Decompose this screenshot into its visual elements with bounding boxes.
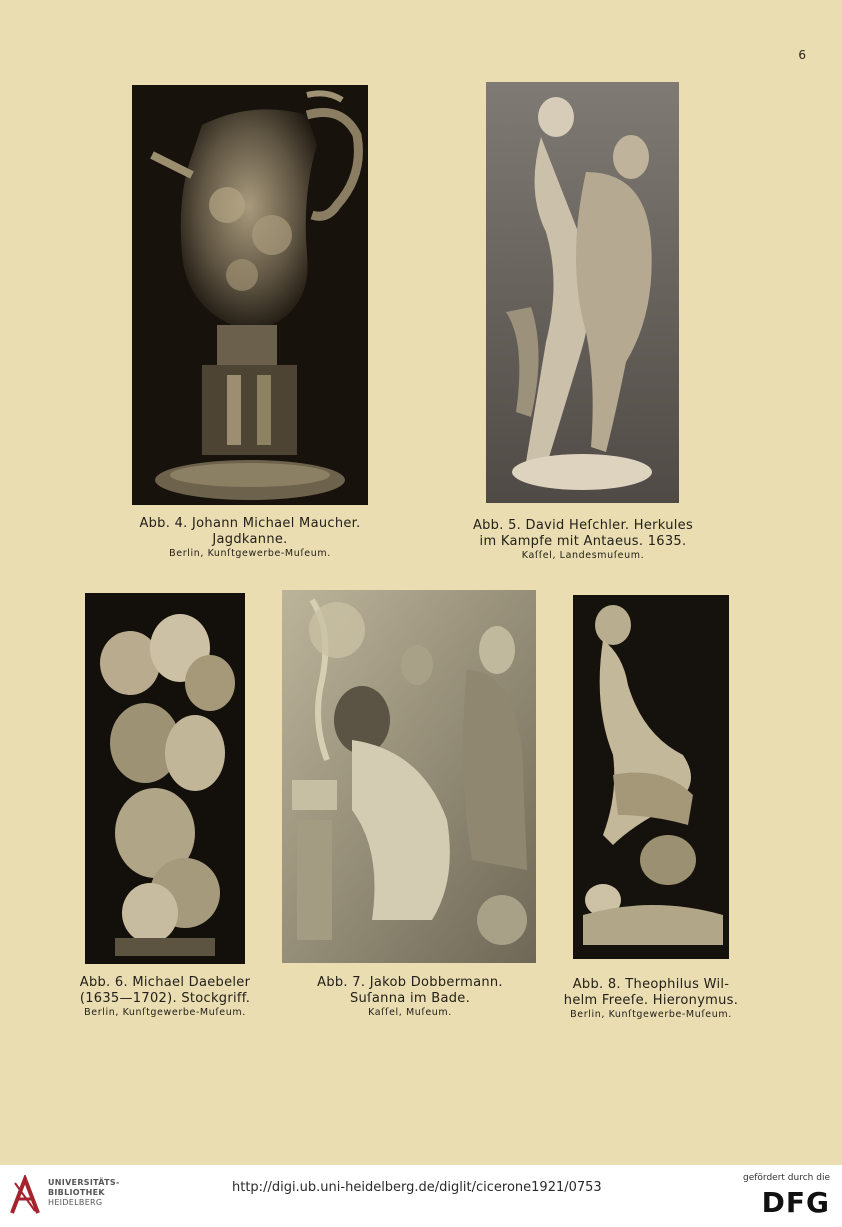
jerome-image [573,595,729,959]
caption-source: Berlin, Kunſtgewerbe-Muſeum. [169,548,331,560]
photo-plate-abb4 [132,85,368,505]
caption-abb5 [452,518,714,562]
caption-abb6 [55,975,275,1019]
caption-subtitle: Suſanna im Bade. [349,990,471,1006]
library-line-2: BIBLIOTHEK [48,1188,105,1197]
caption-title: Abb. 4. Johann Michael Maucher. [139,516,361,531]
library-name [48,1178,120,1208]
photo-plate-abb7 [282,590,536,963]
caption-source: Kaſſel, Muſeum. [368,1007,452,1019]
library-line-1: UNIVERSITÄTS- [48,1178,120,1187]
photo-plate-abb8 [573,595,729,959]
caption-abb4 [112,516,388,560]
caption-abb8 [543,977,759,1021]
ewer-image [132,85,368,505]
caption-title: Abb. 6. Michael Daebeler [79,975,251,990]
permalink-url[interactable]: http://digi.ub.uni-heidelberg.de/diglit/cicerone1921/0753 [232,1180,602,1195]
caption-source: Berlin, Kunſtgewerbe-Muſeum. [84,1007,246,1019]
corner-mark: 6 [798,48,806,62]
dfg-logo: DFG [761,1186,830,1219]
photo-plate-abb5 [486,82,679,503]
caption-source: Berlin, Kunſtgewerbe-Muſeum. [570,1009,732,1021]
susanna-relief-image [282,590,536,963]
digitization-footer [0,1165,842,1227]
funding-note: gefördert durch die [743,1173,830,1183]
caption-subtitle: (1635—1702). Stockgriff. [79,990,251,1006]
photo-plate-abb6 [85,593,245,964]
caption-title: Abb. 5. David Heſchler. Herkules [472,518,694,533]
caption-abb7 [279,975,541,1019]
caption-subtitle: Jagdkanne. [212,531,288,547]
library-line-3: HEIDELBERG [48,1198,103,1207]
caption-source: Kaſſel, Landesmuſeum. [521,550,645,562]
stick-handle-image [85,593,245,964]
caption-subtitle: helm Freeſe. Hieronymus. [563,992,739,1008]
hercules-image [486,82,679,503]
caption-title: Abb. 8. Theophilus Wil- [572,977,730,992]
university-library-logo-icon [10,1175,40,1215]
caption-subtitle: im Kampfe mit Antaeus. 1635. [479,533,687,549]
caption-title: Abb. 7. Jakob Dobbermann. [317,975,503,990]
